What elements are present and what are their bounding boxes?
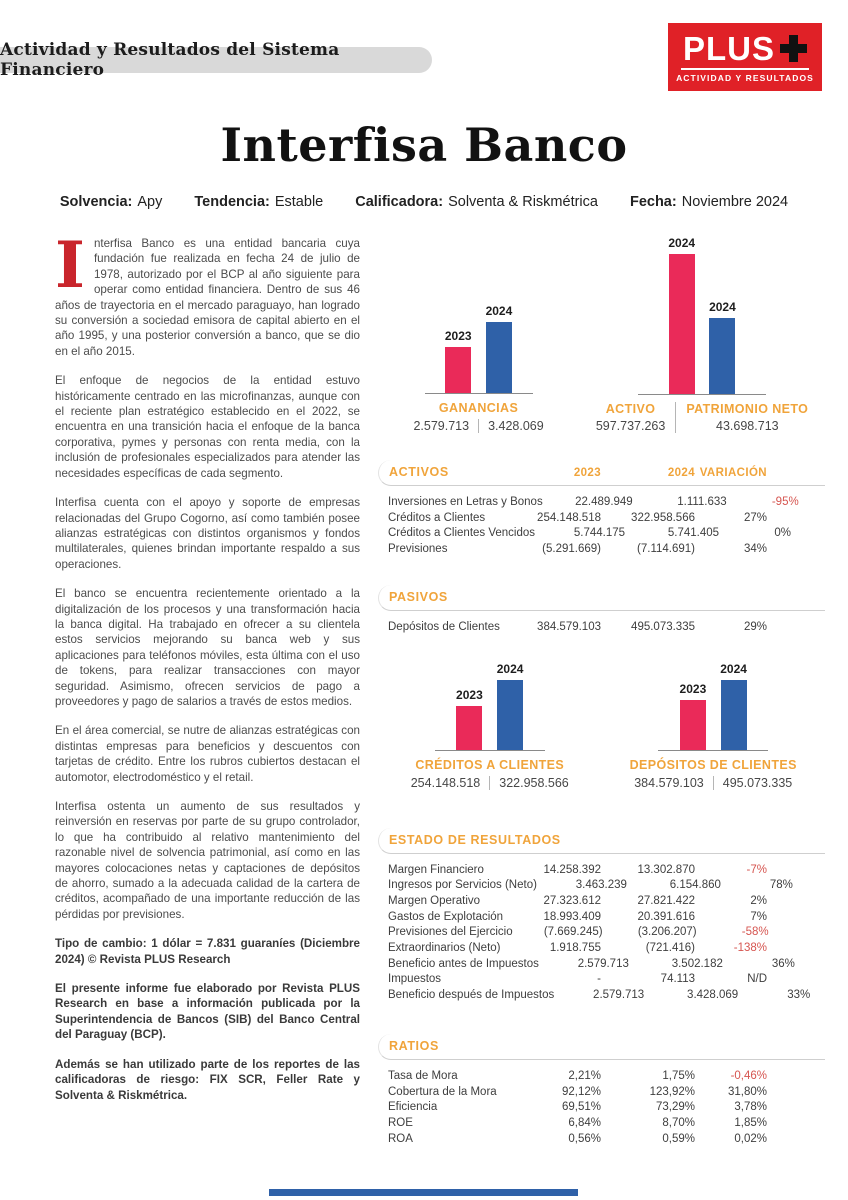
- meta-fecha: Fecha: Noviembre 2024: [629, 194, 789, 210]
- source-note: El presente informe fue elaborado por Revista PLUS Research en base a información publicada por la Superintendencia de Bancos (SIB) del Banco Central del Paraguay (BCP).: [55, 982, 360, 1042]
- chart-activo-patrimonio: [579, 236, 825, 433]
- paragraph-2: El enfoque de negocios de la entidad estuvo históricamente centrado en las microfinanzas, aunque con el reciente plan estratégico establecido en el 2022, se encuentra en una transición hacia el enfoque de la banca corporativa, pymes y personas con renta media, con la inclusión de profesionales especializados para atender las necesidades específicas de cada segmento.: [55, 374, 360, 480]
- paragraph-4: El banco se encuentra recientemente orientado a la digitalización de los procesos y una transformación hacia la banca digital. Ha trabajado en ofrecer a su clientela estos servicios mejorando su banca web y sus aplicaciones para teléfonos móviles, esta última con el uso de tokens, para realizar transacciones con mayor seguridad. Asimismo, ofrecen servicios de pago a proveedores y pago de salarios a través de estos medios.: [55, 587, 360, 708]
- value-divider: [489, 776, 490, 790]
- logo-divider: [681, 68, 809, 70]
- paragraph-1: Interfisa Banco es una entidad bancaria cuya fundación fue realizada en fecha 24 de julio de 1978, autorizado por el BCP al año siguiente para operar como entidad financiera. Dentro de sus 46 años de trayectoria en el mercado paraguayo, han logrado su conversión a sociedad emisora de capital abierto en el año 1995, y una posterior conversión a banco, que se dio en el año 2015.: [55, 228, 360, 358]
- table-row: Depósitos de Clientes 384.579.103 495.073.335 29%: [388, 620, 767, 633]
- content: [55, 228, 825, 1147]
- paragraph-5: En el área comercial, se nutre de alianzas estratégicas con distintas empresas para beneficios y descuentos con tarjetas de crédito. Entre los rubros cubiertos destacan el automotor, electrodoméstico y el retail.: [55, 724, 360, 784]
- table-row: Eficiencia 69,51% 73,29% 3,78%: [388, 1101, 767, 1114]
- data-column: [378, 236, 825, 1147]
- section-resultados: [378, 828, 825, 1004]
- meta-tendencia: Tendencia: Estable: [194, 194, 324, 210]
- logo-wordmark: PLUS: [682, 29, 775, 67]
- activos-header: ACTIVOS 2023 2024 VARIACIÓN: [378, 460, 825, 486]
- table-row: Margen Financiero 14.258.392 13.302.870 -7%: [388, 863, 767, 876]
- value-divider: [478, 419, 479, 433]
- bar-pink: [445, 347, 471, 393]
- bar-ganancias-2024: 2024: [486, 304, 513, 393]
- meta-calificadora: Calificadora: Solventa & Riskmétrica: [355, 194, 598, 210]
- bar-depositos-2023: 2023: [680, 682, 707, 750]
- chart-baseline: [425, 393, 533, 394]
- paragraph-3: Interfisa cuenta con el apoyo y soporte de empresas relacionadas del Grupo Cogorno, así como también posee alianzas estratégicas con distintos organismos y fondos multilaterales, quienes brindan importante respaldo a sus operaciones.: [55, 496, 360, 571]
- activo-side: ACTIVO 597.737.263: [595, 402, 666, 433]
- chart-values: 384.579.103 495.073.335: [634, 775, 793, 790]
- resultados-header: ESTADO DE RESULTADOS: [378, 828, 825, 854]
- section-activos: [378, 460, 825, 558]
- bar-blue: [486, 322, 512, 393]
- meta-solvencia: Solvencia: Apy: [59, 194, 163, 210]
- bar-patrimonio-2024: 2024: [709, 300, 736, 394]
- rating-meta-bar: [0, 194, 848, 210]
- bar-activo-2024: 2024: [668, 236, 695, 394]
- banner-text: Actividad y Resultados del Sistema Financiero: [0, 40, 340, 80]
- chart-creditos: [378, 662, 602, 790]
- table-row: Previsiones del Ejercicio (7.669.245) (3.206.207) -58%: [388, 926, 769, 939]
- chart-title: DEPÓSITOS DE CLIENTES: [629, 757, 797, 772]
- page-title: Interfisa Banco: [220, 118, 628, 172]
- value-divider: [713, 776, 714, 790]
- table-row: ROE 6,84% 8,70% 1,85%: [388, 1116, 767, 1129]
- section-banner: [0, 40, 432, 80]
- chart-values: 2.579.713 3.428.069: [413, 419, 544, 433]
- section-pasivos: [378, 585, 825, 636]
- plus-icon: [780, 35, 807, 62]
- dropcap: I: [55, 228, 85, 303]
- table-row: Margen Operativo 27.323.612 27.821.422 2%: [388, 894, 767, 907]
- raters-note: Además se han utilizado parte de los reportes de las calificadoras de riesgo: FIX SCR, Feller Rate y Solventa & Riskmétrica.: [55, 1057, 360, 1102]
- table-row: Créditos a Clientes Vencidos 5.744.175 5.741.405 0%: [388, 527, 792, 540]
- patrimonio-side: PATRIMONIO NETO 43.698.713: [686, 402, 809, 433]
- bar-depositos-2024: 2024: [720, 662, 747, 750]
- table-row: Tasa de Mora 2,21% 1,75% -0,46%: [388, 1069, 767, 1082]
- chart-baseline: [658, 750, 768, 751]
- table-row: ROA 0,56% 0,59% 0,02%: [388, 1132, 767, 1145]
- section-ratios: [378, 1034, 825, 1148]
- chart-dual-labels: [586, 402, 819, 433]
- table-row: Impuestos - 74.113 N/D: [388, 973, 767, 986]
- table-row: Beneficio después de Impuestos 2.579.713 3.428.069 33%: [388, 989, 811, 1002]
- chart-baseline: [435, 750, 545, 751]
- bar-ganancias-2023: 2023: [445, 329, 472, 393]
- table-row: Ingresos por Servicios (Neto) 3.463.239 6.154.860 78%: [388, 879, 793, 892]
- table-row: Inversiones en Letras y Bonos 22.489.949 1.111.633 -95%: [388, 496, 799, 508]
- exchange-rate-note: Tipo de cambio: 1 dólar = 7.831 guaraníes (Diciembre 2024) © Revista PLUS Research: [55, 937, 360, 966]
- bottom-accent-bar: [269, 1189, 578, 1196]
- bar-blue: [721, 680, 747, 750]
- chart-title: CRÉDITOS A CLIENTES: [415, 757, 565, 772]
- plus-logo: [668, 23, 822, 91]
- bar-creditos-2023: 2023: [456, 688, 483, 750]
- chart-ganancias: [378, 304, 579, 433]
- charts-row-2: [378, 662, 825, 790]
- pasivos-header: PASIVOS: [378, 585, 825, 611]
- logo-top-row: [682, 29, 807, 67]
- table-row: Beneficio antes de Impuestos 2.579.713 3.502.182 36%: [388, 957, 795, 970]
- table-row: Cobertura de la Mora 92,12% 123,92% 31,80%: [388, 1085, 767, 1098]
- chart-baseline: [638, 394, 766, 395]
- table-row: Previsiones (5.291.669) (7.114.691) 34%: [388, 543, 767, 556]
- chart-title: GANANCIAS: [438, 401, 519, 415]
- bar-blue: [497, 680, 523, 750]
- chart-values: 254.148.518 322.958.566: [410, 775, 569, 790]
- chart-depositos: [602, 662, 826, 790]
- logo-subtitle: ACTIVIDAD Y RESULTADOS: [676, 72, 814, 83]
- bar-pink: [680, 700, 706, 750]
- bar-pink: [456, 706, 482, 750]
- table-row: Créditos a Clientes 254.148.518 322.958.566 27%: [388, 511, 767, 524]
- paragraph-6: Interfisa ostenta un aumento de sus resultados y reinversión en reservas por parte de su grupo controlador, lo que ha contribuido al relativo mantenimiento del razonable nivel de solvencia patrimonial, así como en las mayores colocaciones netas y captaciones de depósitos de ahorro, sumado a la adecuada calidad de la cartera de créditos, acompañado de una importante reducción de las pérdidas por previsiones.: [55, 800, 360, 921]
- table-row: Gastos de Explotación 18.993.409 20.391.616 7%: [388, 910, 767, 923]
- ratios-header: RATIOS: [378, 1034, 825, 1060]
- bar-pink: [669, 254, 695, 394]
- bar-creditos-2024: 2024: [497, 662, 524, 750]
- charts-row-1: [378, 236, 825, 433]
- table-row: Extraordinarios (Neto) 1.918.755 (721.416) -138%: [388, 942, 767, 955]
- bar-blue: [709, 318, 735, 394]
- article-column: [55, 228, 360, 1147]
